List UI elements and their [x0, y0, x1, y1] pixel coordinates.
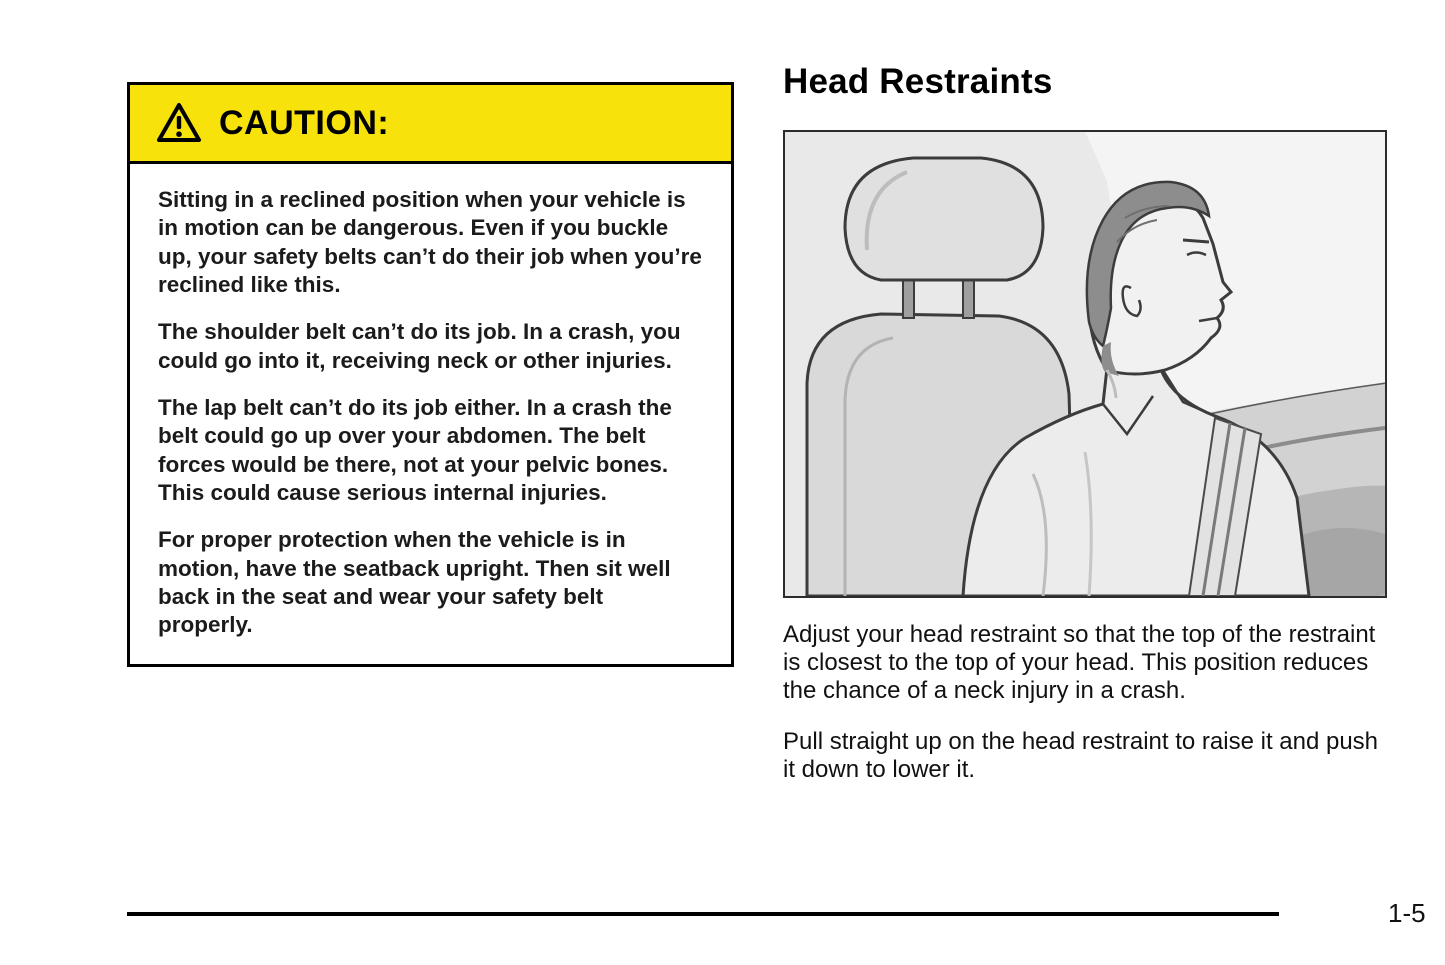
caution-paragraph: The lap belt can’t do its job either. In a crash the belt could go up over your abdomen. The belt forces would be there, not at your pelvic bones. This could cause serious internal injuries.	[158, 395, 672, 506]
section-heading: Head Restraints	[783, 62, 1053, 101]
body-paragraph: Adjust your head restraint so that the top of the restraint is closest to the top of your head. This position reduces the chance of a neck injury in a crash.	[783, 621, 1376, 705]
caution-paragraph: The shoulder belt can’t do its job. In a crash, you could go into it, receiving neck or other injuries.	[158, 319, 681, 373]
caution-title: CAUTION:	[219, 103, 390, 142]
head-restraints-section	[783, 62, 1387, 784]
footer-rule	[127, 912, 1279, 916]
head-restraint-seat-illustration	[783, 130, 1387, 598]
caution-header	[130, 85, 731, 164]
caution-body	[130, 164, 731, 664]
warning-triangle-icon	[156, 102, 202, 144]
body-paragraph: Pull straight up on the head restraint to raise it and push it down to lower it.	[783, 728, 1379, 784]
caution-paragraph: Sitting in a reclined position when your vehicle is in motion can be dangerous. Even if you buckle up, your safety belts can’t do their job when you’re reclined like this.	[158, 187, 702, 298]
page-number: 1-5	[1388, 898, 1426, 928]
section-text	[783, 621, 1387, 784]
caution-paragraph: For proper protection when the vehicle is in motion, have the seatback upright. Then sit well back in the seat and wear your safety belt properly.	[158, 527, 671, 638]
caution-box	[127, 82, 734, 667]
